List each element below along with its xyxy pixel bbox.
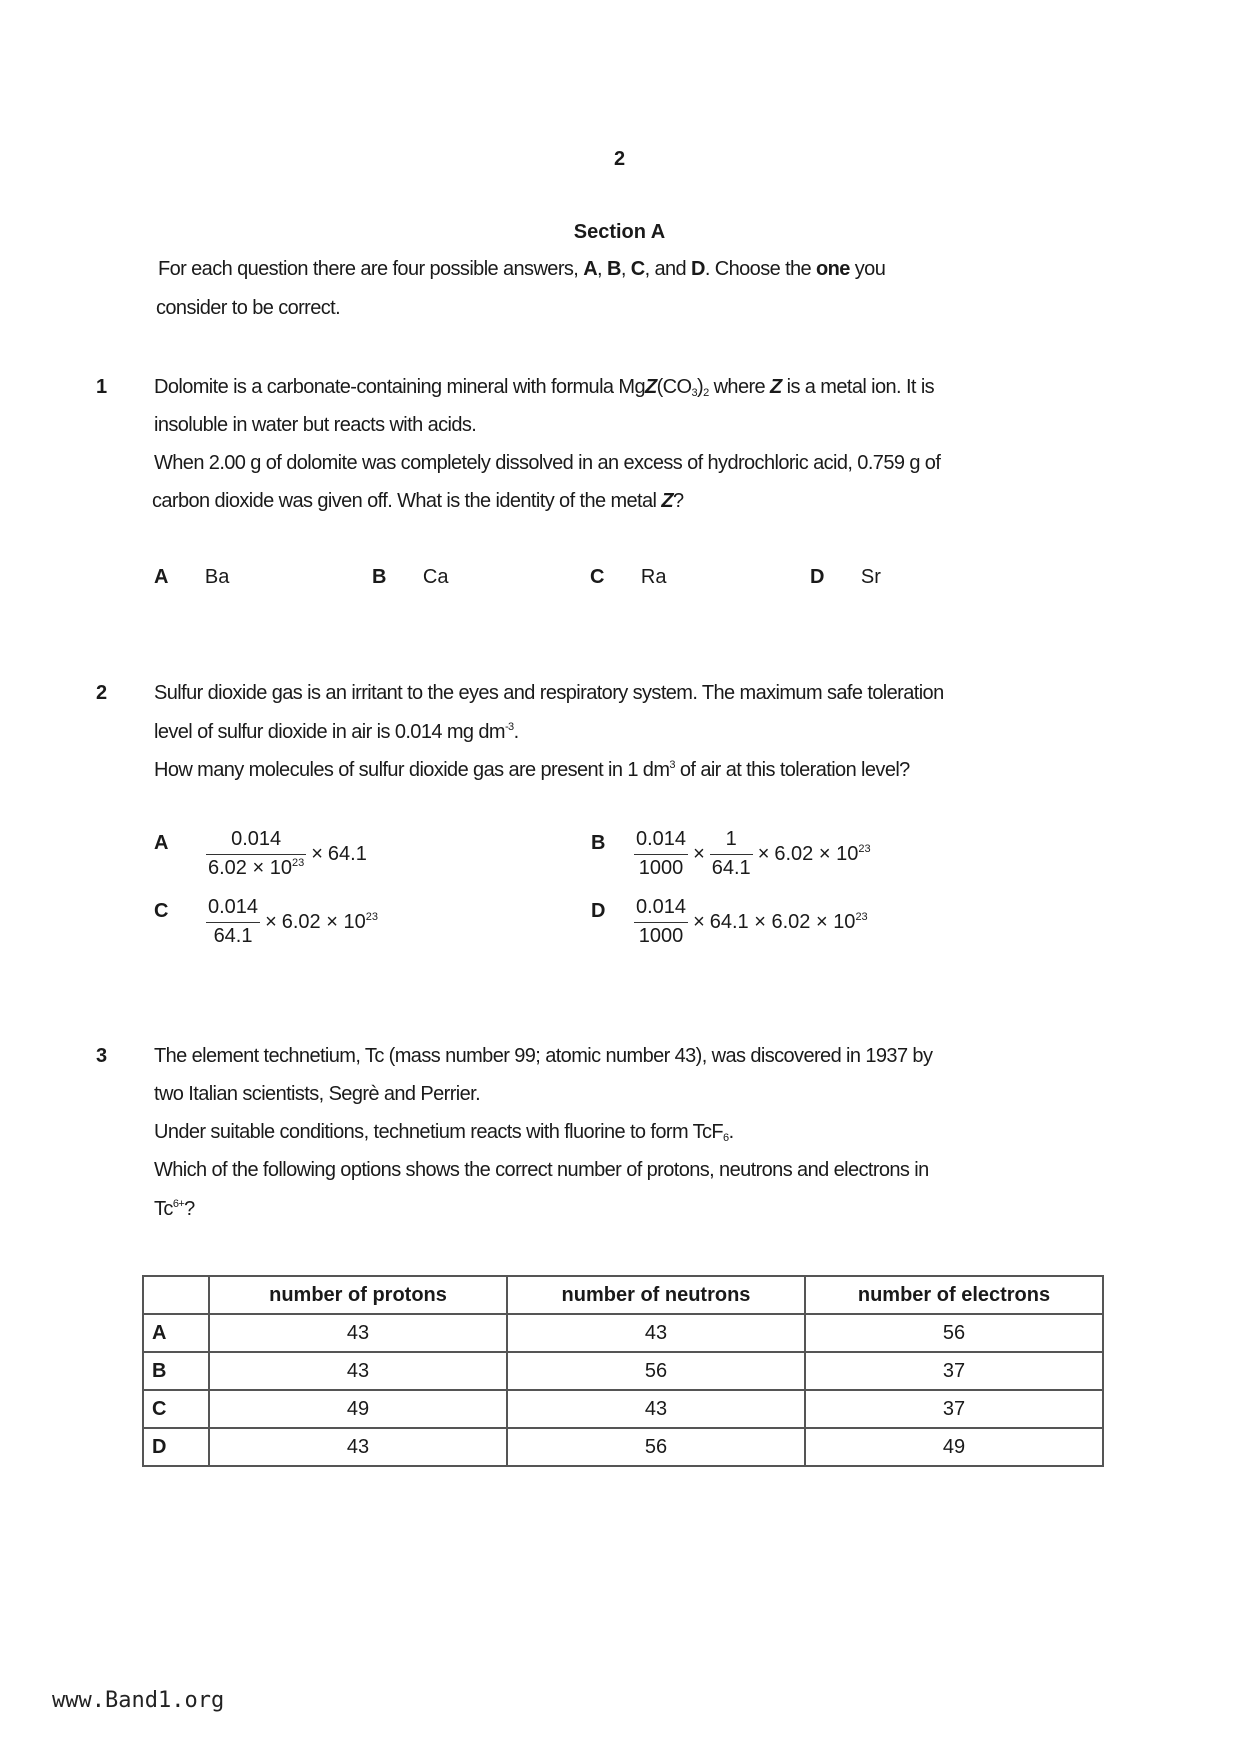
option-text: Ba <box>204 566 230 588</box>
fraction <box>206 896 260 948</box>
question-1-option-d[interactable] <box>810 566 881 589</box>
row-label: C <box>143 1390 209 1428</box>
question-1-line-2: insoluble in water but reacts with acids. <box>154 414 477 436</box>
option-letter: B <box>372 566 387 588</box>
table-header-row <box>143 1276 1103 1314</box>
option-letter: C <box>590 566 605 588</box>
electrons-cell: 37 <box>805 1352 1103 1390</box>
section-title: Section A <box>573 221 666 243</box>
table-header-neutrons: number of neutrons <box>507 1276 805 1314</box>
times-symbol: × <box>311 842 323 865</box>
tail <box>282 911 378 934</box>
table-row[interactable] <box>143 1314 1103 1352</box>
denominator: 64.1 <box>213 925 253 947</box>
table-header-electrons: number of electrons <box>805 1276 1103 1314</box>
denominator: 64.1 <box>711 857 751 879</box>
question-3-line-4: Which of the following options shows the correct number of protons, neutrons and electrons in <box>154 1159 929 1181</box>
denominator <box>206 855 306 880</box>
letter-c: C <box>630 258 645 280</box>
protons-cell: 43 <box>209 1352 507 1390</box>
text: of air at this toleration level? <box>674 759 910 781</box>
question-2-option-a-expression[interactable] <box>206 828 367 880</box>
neutrons-cell: 43 <box>507 1390 805 1428</box>
variable-z: Z <box>645 376 657 398</box>
text: Tc <box>154 1198 173 1220</box>
text: (CO <box>656 376 692 398</box>
row-label: B <box>143 1352 209 1390</box>
question-3-line-1: The element technetium, Tc (mass number 99; atomic number 43), was discovered in 1937 by <box>154 1045 933 1067</box>
question-1-option-b[interactable] <box>372 566 448 589</box>
instructions-line-1 <box>158 258 885 281</box>
instructions-text: you <box>849 258 886 280</box>
letter-d: D <box>691 258 705 280</box>
text: How many molecules of sulfur dioxide gas are present in 1 dm <box>154 759 670 781</box>
question-2-line-3 <box>154 759 910 782</box>
text: level of sulfur dioxide in air is 0.014 mg dm <box>154 721 505 743</box>
superscript: 6+ <box>172 1198 185 1210</box>
question-2-option-c-letter[interactable]: C <box>154 900 169 922</box>
text: 6.02 × 10 <box>281 910 366 933</box>
question-3-line-3 <box>154 1121 734 1144</box>
subscript: 2 <box>703 387 709 399</box>
letter-a: A <box>583 258 598 280</box>
question-1-line-3: When 2.00 g of dolomite was completely dissolved in an excess of hydrochloric acid, 0.759 g of <box>154 452 941 474</box>
question-2-option-c-expression[interactable] <box>206 896 378 948</box>
superscript: 3 <box>669 759 675 771</box>
numerator: 0.014 <box>206 896 260 923</box>
table-header-blank <box>143 1276 209 1314</box>
question-2-option-b-letter[interactable]: B <box>591 832 606 854</box>
electrons-cell: 49 <box>805 1428 1103 1466</box>
question-2-line-2 <box>154 721 519 744</box>
numerator: 0.014 <box>634 828 688 855</box>
table-row[interactable] <box>143 1390 1103 1428</box>
fraction <box>206 828 306 880</box>
fraction <box>710 828 753 880</box>
neutrons-cell: 43 <box>507 1314 805 1352</box>
times-symbol: × <box>693 842 705 865</box>
numerator: 0.014 <box>206 828 306 855</box>
text: is a metal ion. It is <box>781 376 935 398</box>
tail <box>774 843 870 866</box>
times-symbol: × <box>757 842 770 865</box>
footer-watermark: www.Band1.org <box>52 1688 225 1713</box>
answer-table <box>142 1275 1104 1467</box>
fraction <box>634 896 688 948</box>
subscript: 3 <box>691 387 698 399</box>
text: 6.02 × 10 <box>208 857 292 879</box>
text: 64.1 <box>327 842 367 865</box>
electrons-cell: 37 <box>805 1390 1103 1428</box>
text: where <box>708 376 771 398</box>
instructions-text: . Choose the <box>704 258 817 280</box>
table-row[interactable] <box>143 1428 1103 1466</box>
protons-cell: 49 <box>209 1390 507 1428</box>
question-1-line-1 <box>154 376 934 399</box>
electrons-cell: 56 <box>805 1314 1103 1352</box>
text: . <box>513 721 519 743</box>
question-3-number: 3 <box>96 1045 108 1067</box>
protons-cell: 43 <box>209 1428 507 1466</box>
text: ) <box>697 376 704 398</box>
question-3-line-5 <box>154 1198 195 1221</box>
numerator: 0.014 <box>634 896 688 923</box>
variable-z: Z <box>661 490 673 512</box>
option-text: Ca <box>422 566 449 588</box>
row-label: A <box>143 1314 209 1352</box>
text: 6.02 × 10 <box>774 842 859 865</box>
sep: , <box>597 258 607 280</box>
superscript: 23 <box>858 842 871 855</box>
option-letter: A <box>154 566 169 588</box>
neutrons-cell: 56 <box>507 1352 805 1390</box>
text: Under suitable conditions, technetium reacts with fluorine to form TcF <box>154 1121 724 1143</box>
superscript: -3 <box>504 721 514 733</box>
numerator: 1 <box>710 828 753 855</box>
superscript: 23 <box>855 910 868 923</box>
question-1-option-a[interactable] <box>154 566 229 589</box>
option-text: Ra <box>640 566 667 588</box>
text: Dolomite is a carbonate-containing mineral with formula Mg <box>154 376 645 398</box>
superscript: 23 <box>291 857 305 869</box>
text: . <box>728 1121 734 1143</box>
sep: , and <box>644 258 692 280</box>
denominator: 1000 <box>638 857 684 879</box>
sep: , <box>620 258 631 280</box>
question-2-option-d-letter[interactable]: D <box>591 900 606 922</box>
question-2-number: 2 <box>96 682 108 704</box>
page-number: 2 <box>613 148 626 170</box>
option-text: Sr <box>860 566 881 588</box>
question-1-number: 1 <box>96 376 108 398</box>
tail <box>710 911 868 934</box>
table-header-protons: number of protons <box>209 1276 507 1314</box>
question-2-option-d-expression[interactable] <box>634 896 868 948</box>
instructions-line-2: consider to be correct. <box>156 297 341 319</box>
table-row[interactable] <box>143 1352 1103 1390</box>
times-symbol: × <box>265 910 277 933</box>
instructions-text: For each question there are four possible answers, <box>158 258 584 280</box>
question-2-line-1: Sulfur dioxide gas is an irritant to the eyes and respiratory system. The maximum safe toleration <box>154 682 944 704</box>
question-3-line-2: two Italian scientists, Segrè and Perrier. <box>154 1083 481 1105</box>
letter-b: B <box>606 258 621 280</box>
text: 64.1 × 6.02 × 10 <box>709 910 856 933</box>
protons-cell: 43 <box>209 1314 507 1352</box>
variable-z: Z <box>770 376 782 398</box>
question-2-option-a-letter[interactable]: A <box>154 832 169 854</box>
text: carbon dioxide was given off. What is the identity of the metal <box>152 490 662 512</box>
neutrons-cell: 56 <box>507 1428 805 1466</box>
text: ? <box>184 1198 195 1220</box>
fraction <box>634 828 688 880</box>
superscript: 23 <box>365 910 378 923</box>
times-symbol: × <box>693 910 705 933</box>
row-label: D <box>143 1428 209 1466</box>
denominator: 1000 <box>638 925 684 947</box>
question-1-option-c[interactable] <box>590 566 666 589</box>
question-1-line-4 <box>152 490 683 513</box>
subscript: 6 <box>723 1132 729 1144</box>
option-letter: D <box>810 566 825 588</box>
emphasis-one: one <box>816 258 850 280</box>
question-2-option-b-expression[interactable] <box>634 828 871 880</box>
text: ? <box>672 490 684 512</box>
